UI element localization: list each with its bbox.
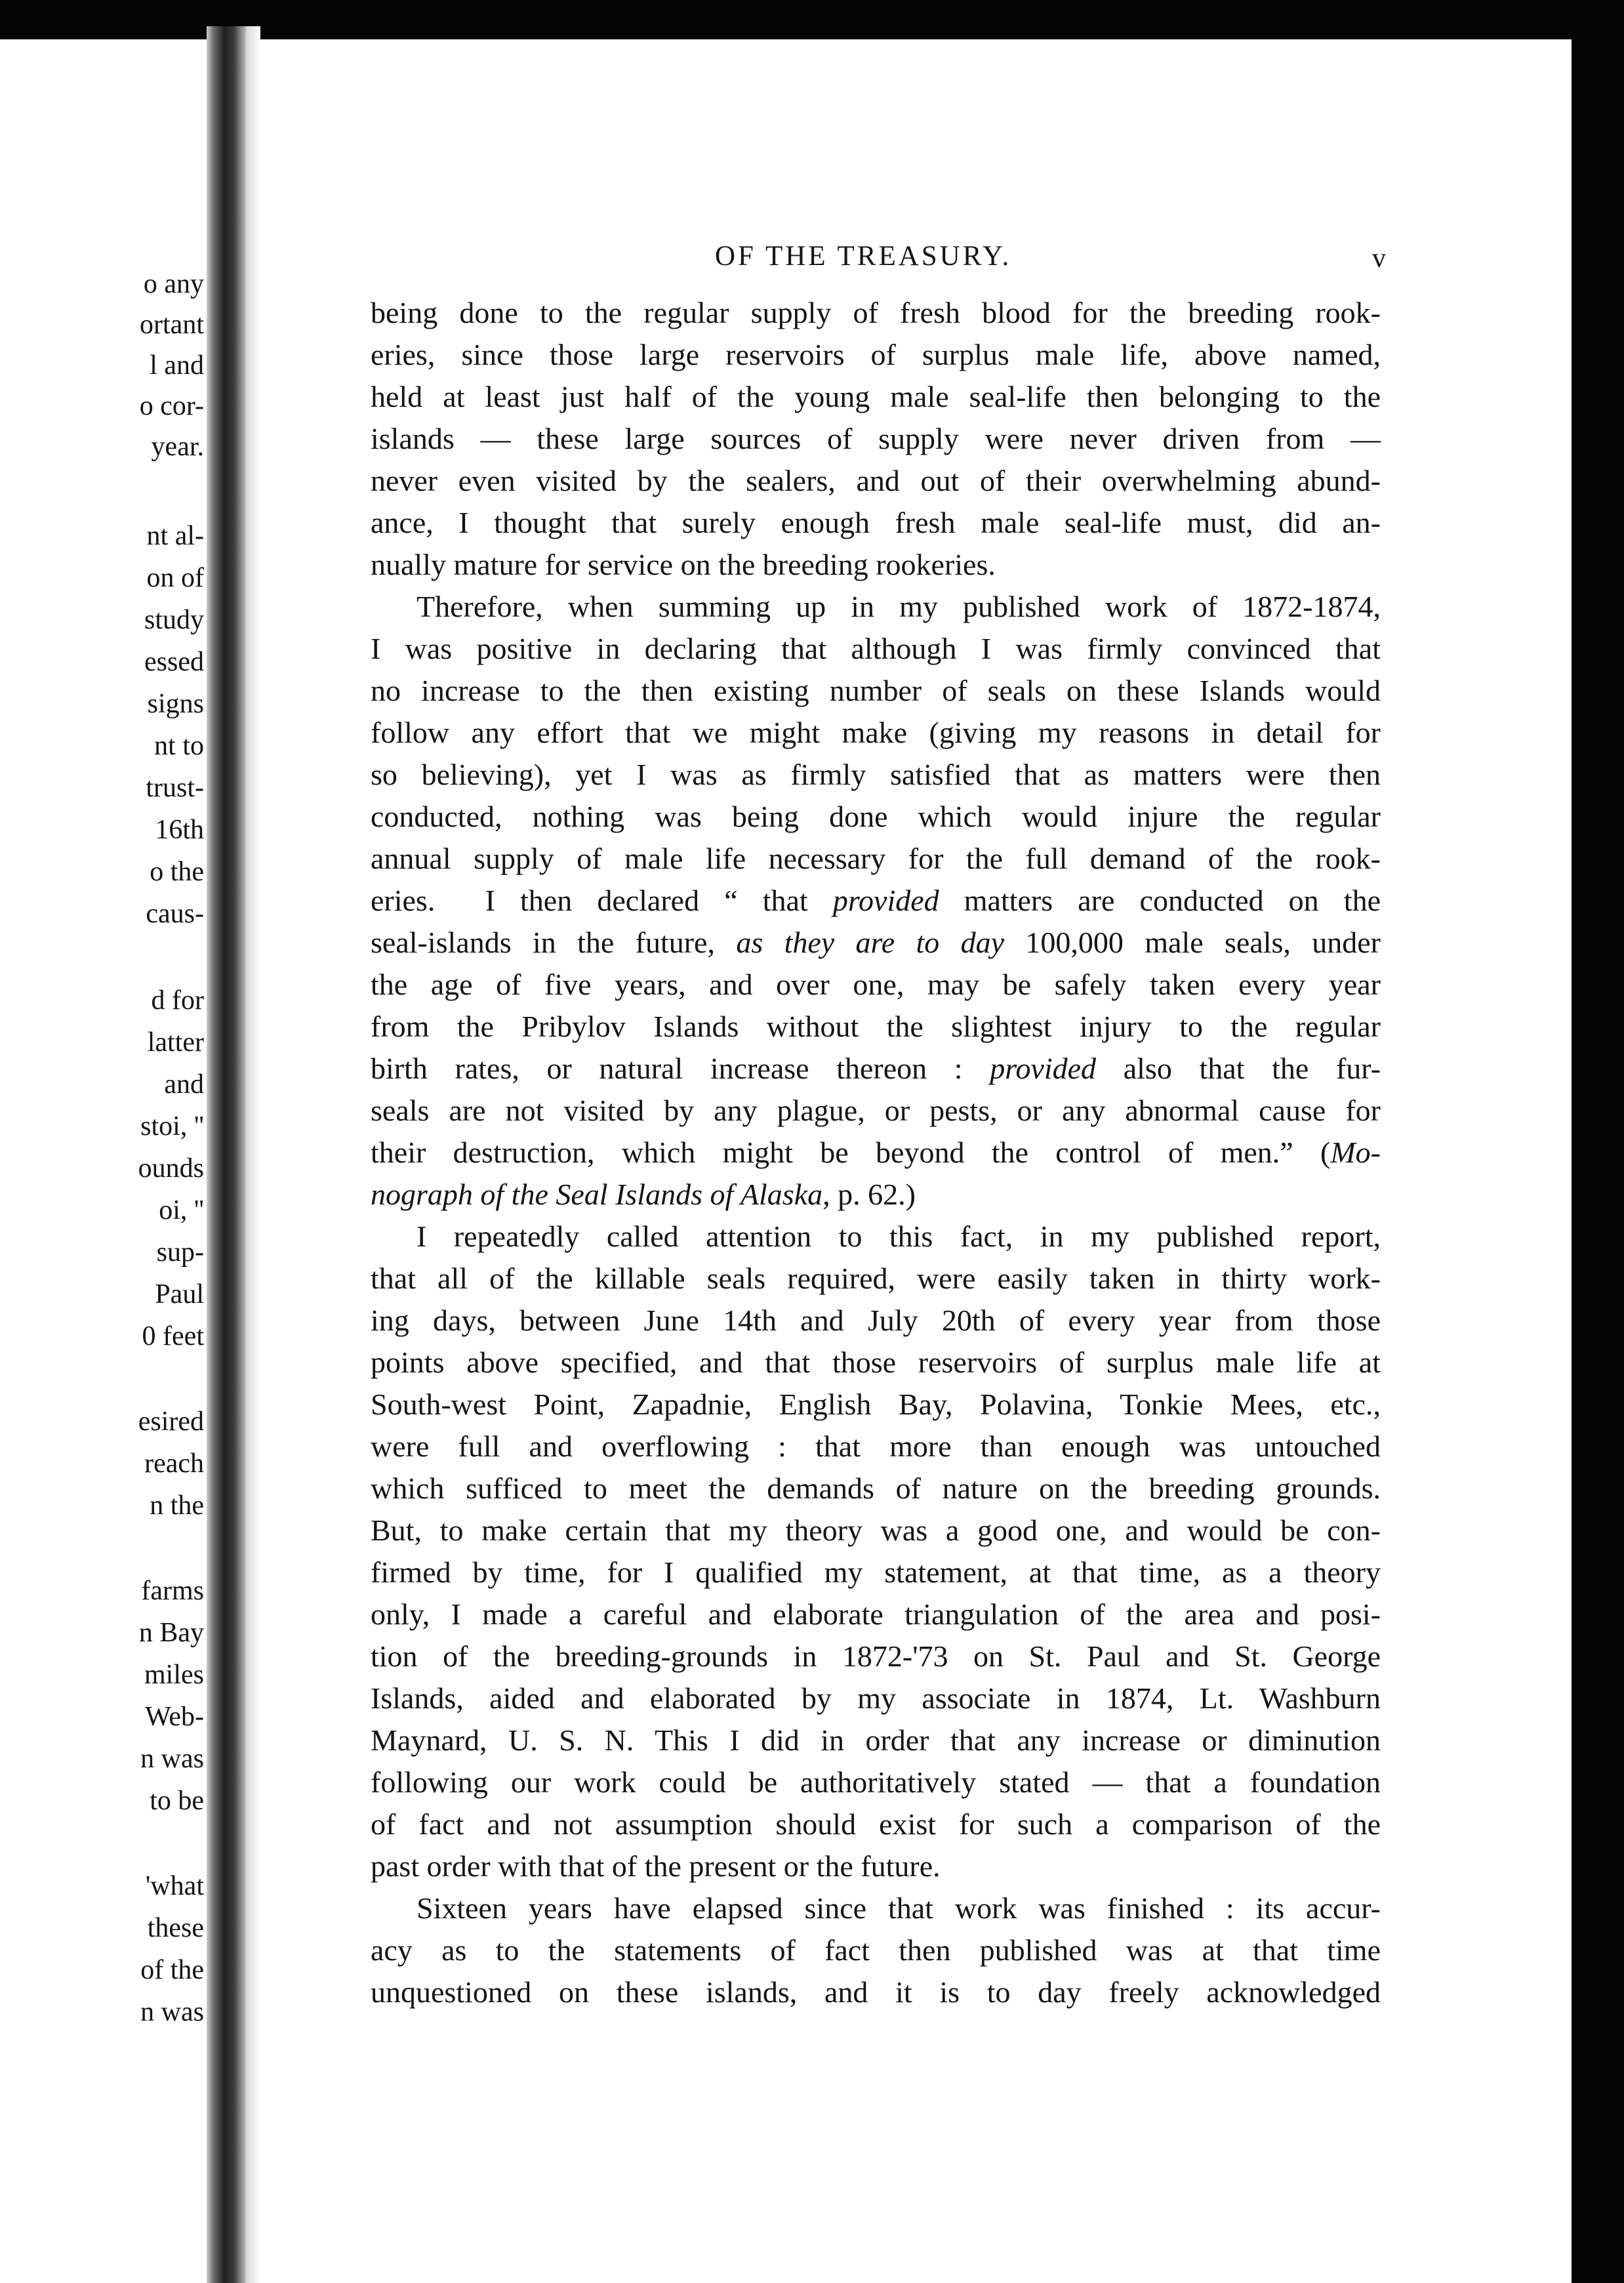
text-run: birth rates, or natural increase thereon : bbox=[371, 1052, 990, 1085]
text-line: Islands, aided and elaborated by my associate in 1874, Lt. Washburn bbox=[371, 1681, 1381, 1715]
left-fragment: 'what bbox=[145, 1871, 204, 1901]
text-line: past order with that of the present or the future. bbox=[371, 1849, 941, 1883]
text-line: acy as to the statements of fact then published was at that time bbox=[371, 1933, 1381, 1967]
text-run: also that the fur- bbox=[1096, 1052, 1381, 1085]
running-head: OF THE TREASURY. bbox=[715, 241, 1012, 272]
left-fragment: of the bbox=[140, 1955, 204, 1985]
text-line: Therefore, when summing up in my published work of 1872-1874, bbox=[416, 590, 1381, 623]
text-line: conducted, nothing was being done which would injure the regular bbox=[371, 800, 1381, 833]
page-number: v bbox=[1372, 243, 1386, 274]
text-line: ance, I thought that surely enough fresh male seal-life must, did an- bbox=[371, 506, 1381, 539]
left-fragment: signs bbox=[147, 689, 204, 719]
left-fragment: o any bbox=[143, 269, 204, 299]
text-line: being done to the regular supply of fresh blood for the breeding rook- bbox=[371, 296, 1381, 329]
italic-run: as they are to day bbox=[736, 926, 1005, 959]
text-line: follow any effort that we might make (giving my reasons in detail for bbox=[371, 716, 1381, 749]
left-fragment: essed bbox=[144, 647, 204, 677]
left-fragment: sup- bbox=[156, 1237, 204, 1267]
left-fragment: oi, '' bbox=[159, 1195, 204, 1225]
text-line: nually mature for service on the breeding rookeries. bbox=[371, 548, 996, 581]
left-fragment: Paul bbox=[155, 1279, 204, 1309]
left-fragment: Web- bbox=[145, 1702, 204, 1732]
left-fragment: farms bbox=[141, 1576, 204, 1606]
italic-run: Mo- bbox=[1330, 1136, 1381, 1169]
text-line: islands — these large sources of supply were never driven from — bbox=[371, 422, 1381, 455]
text-line: South-west Point, Zapadnie, English Bay, Polavina, Tonkie Mees, etc., bbox=[371, 1388, 1381, 1421]
text-line: only, I made a careful and elaborate triangulation of the area and posi- bbox=[371, 1597, 1381, 1631]
text-run: 100,000 male seals, under bbox=[1004, 926, 1381, 959]
left-fragment: trust- bbox=[146, 773, 204, 803]
left-fragment: these bbox=[147, 1913, 204, 1943]
italic-run: provided bbox=[832, 884, 939, 917]
left-fragment: d for bbox=[151, 985, 204, 1016]
text-run: , p. 62.) bbox=[822, 1178, 916, 1211]
text-line: Maynard, U. S. N. This I did in order that any increase or diminution bbox=[371, 1723, 1381, 1757]
text-line: the age of five years, and over one, may be safely taken every year bbox=[371, 968, 1381, 1001]
left-fragment: ortant bbox=[140, 310, 204, 340]
text-line: firmed by time, for I qualified my statement, at that time, as a theory bbox=[371, 1555, 1381, 1589]
left-fragment: reach bbox=[144, 1449, 204, 1479]
left-fragment: nt to bbox=[154, 731, 204, 761]
text-line: But, to make certain that my theory was a good one, and would be con- bbox=[371, 1513, 1381, 1547]
text-line: unquestioned on these islands, and it is to day freely acknowledged bbox=[371, 1975, 1381, 2009]
left-fragment: year. bbox=[151, 432, 204, 462]
text-line: I repeatedly called attention to this fact, in my published report, bbox=[416, 1220, 1381, 1253]
text-line: eries, since those large reservoirs of surplus male life, above named, bbox=[371, 338, 1381, 371]
text-line: held at least just half of the young male seal-life then belonging to the bbox=[371, 380, 1381, 413]
text-line: tion of the breeding-grounds in 1872-'73 on St. Paul and St. George bbox=[371, 1639, 1381, 1673]
gutter-shadow bbox=[246, 26, 260, 2283]
left-fragment: and bbox=[164, 1069, 204, 1100]
text-line bbox=[371, 1133, 1381, 1172]
left-fragment: nt al- bbox=[146, 521, 204, 551]
left-fragment: n the bbox=[150, 1491, 204, 1521]
text-line: so believing), yet I was as firmly satisfied that as matters were then bbox=[371, 758, 1381, 791]
text-line: seals are not visited by any plague, or pests, or any abnormal cause for bbox=[371, 1094, 1381, 1127]
left-fragment: study bbox=[144, 605, 204, 635]
text-line bbox=[371, 1049, 1381, 1088]
left-fragment: caus- bbox=[146, 899, 204, 929]
left-fragment: o cor- bbox=[139, 391, 204, 421]
italic-run: nograph of the Seal Islands of Alaska bbox=[371, 1178, 823, 1211]
book-gutter bbox=[207, 26, 246, 2283]
left-fragment: to be bbox=[150, 1786, 204, 1816]
text-line bbox=[371, 1175, 1381, 1214]
left-fragment: n Bay bbox=[138, 1618, 204, 1648]
left-fragment: ounds bbox=[138, 1153, 204, 1183]
left-fragment: 16th bbox=[155, 815, 204, 845]
text-line: Sixteen years have elapsed since that work was finished : its accur- bbox=[416, 1891, 1381, 1925]
text-line: points above specified, and that those reservoirs of surplus male life at bbox=[371, 1346, 1381, 1379]
left-fragment: latter bbox=[147, 1027, 204, 1058]
left-fragment: l and bbox=[150, 350, 204, 380]
text-line bbox=[371, 881, 1381, 920]
text-line: never even visited by the sealers, and out of their overwhelming abund- bbox=[371, 464, 1381, 497]
text-line: of fact and not assumption should exist for such a comparison of the bbox=[371, 1807, 1381, 1841]
left-fragment: o the bbox=[150, 857, 204, 887]
text-line: that all of the killable seals required, were easily taken in thirty work- bbox=[371, 1262, 1381, 1295]
left-fragment: n was bbox=[140, 1997, 204, 2027]
left-page-edge bbox=[0, 39, 207, 2283]
left-fragment: esired bbox=[138, 1407, 204, 1437]
text-run: their destruction, which might be beyond the control of men.” ( bbox=[371, 1136, 1331, 1169]
scan-right-border bbox=[1572, 0, 1624, 2283]
text-line bbox=[371, 923, 1381, 962]
text-line: were full and overflowing : that more than enough was untouched bbox=[371, 1429, 1381, 1463]
left-fragment: miles bbox=[144, 1660, 204, 1690]
text-line: ing days, between June 14th and July 20th of every year from those bbox=[371, 1304, 1381, 1337]
left-fragment: stoi, '' bbox=[140, 1111, 204, 1142]
italic-run: provided bbox=[990, 1052, 1097, 1085]
text-line: from the Pribylov Islands without the slightest injury to the regular bbox=[371, 1010, 1381, 1043]
left-fragment: n was bbox=[140, 1744, 204, 1774]
text-run: eries. I then declared “ that bbox=[371, 884, 833, 917]
text-line: I was positive in declaring that although I was firmly convinced that bbox=[371, 632, 1381, 665]
text-run: matters are conducted on the bbox=[939, 884, 1381, 917]
left-fragment: on of bbox=[146, 563, 204, 593]
text-line: following our work could be authoritatively stated — that a foundation bbox=[371, 1765, 1381, 1799]
text-run: seal-islands in the future, bbox=[371, 926, 737, 959]
text-line: which sufficed to meet the demands of nature on the breeding grounds. bbox=[371, 1471, 1381, 1505]
left-fragment: 0 feet bbox=[142, 1321, 204, 1351]
text-line: annual supply of male life necessary for the full demand of the rook- bbox=[371, 842, 1381, 875]
text-line: no increase to the then existing number of seals on these Islands would bbox=[371, 674, 1381, 707]
